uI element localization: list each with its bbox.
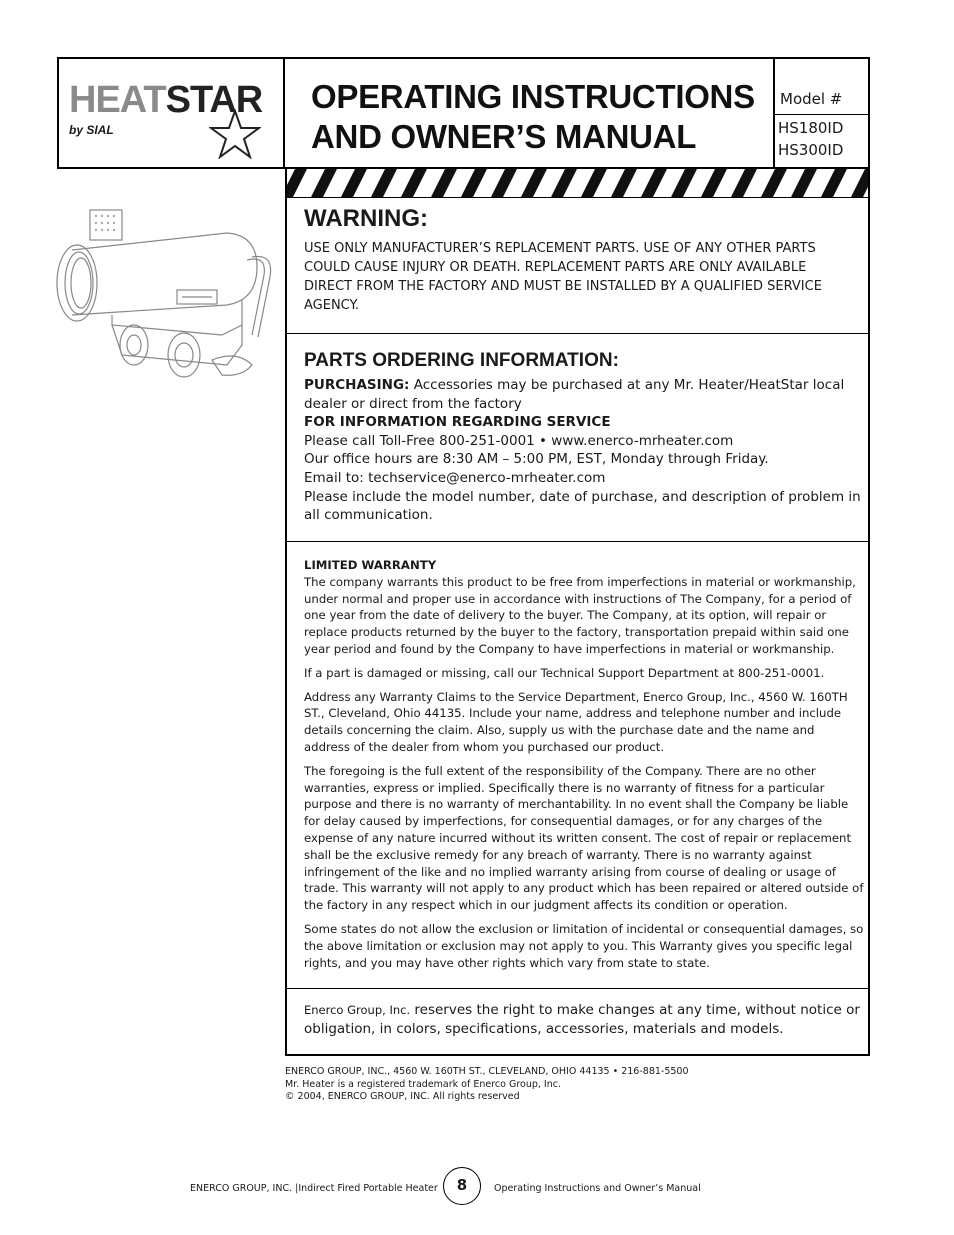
logo-word-star: STAR bbox=[165, 79, 263, 121]
footer-address: ENERCO GROUP, INC., 4560 W. 160TH ST., CLEVELAND, OHIO 44135 • 216-881-5500 bbox=[285, 1066, 689, 1077]
parts-ordering-body bbox=[304, 376, 864, 525]
limited-warranty-section bbox=[304, 557, 864, 978]
warranty-heading: LIMITED WARRANTY bbox=[304, 558, 437, 572]
model-label: Model # bbox=[780, 90, 843, 108]
purchasing-text: Accessories may be purchased at any Mr. Heater/HeatStar local dealer or direct from the factory bbox=[304, 377, 845, 412]
purchasing-label: PURCHASING: bbox=[304, 377, 410, 393]
section-divider bbox=[287, 541, 868, 542]
section-divider bbox=[287, 988, 868, 989]
footer-copyright: © 2004, ENERCO GROUP, INC. All rights reserved bbox=[285, 1091, 520, 1102]
parts-ordering-heading: PARTS ORDERING INFORMATION: bbox=[304, 350, 619, 371]
warranty-paragraph: The company warrants this product to be free from imperfections in material or workmanship, under normal and proper use in accordance with instructions of The Company, for a period of one year from the date of delivery to the buyer. The Company, at its option, will repair or replace products returned by the buyer to the factory, transportation prepaid within said one year period and found by the Company to have imperfections in material or workmanship. bbox=[304, 574, 856, 656]
warranty-paragraph: Some states do not allow the exclusion or limitation of incidental or consequential damages, so the above limitation or exclusion may not apply to you. This Warranty gives you specific legal rights, and you may have other rights which vary from state to state. bbox=[304, 921, 864, 970]
model-divider bbox=[775, 114, 868, 115]
model-number-box bbox=[773, 57, 870, 169]
section-divider bbox=[287, 333, 868, 334]
model-value: HS180ID bbox=[778, 119, 844, 137]
warranty-paragraph: The foregoing is the full extent of the responsibility of the Company. There are no other warranties, express or implied. Specifically there is no warranty of fitness for a particular purpose and there is no warranty of merchantability. In no event shall the Company be liable for delay caused by imperfections, for consequential damages, or for any charges of the expense of any nature incurred without its written consent. The cost of repair or replacement shall be the exclusive remedy for any breach of warranty. There is no warranty against infringement of the like and no implied warranty arising from course of dealing or usage of trade. This warranty will not apply to any product which has been repaired or altered outside of the factory in any respect which in our judgment affects its condition or operation. bbox=[304, 763, 864, 913]
reservation-notice bbox=[304, 1001, 864, 1039]
hazard-stripe-band bbox=[287, 169, 868, 198]
logo-byline: by SIAL bbox=[69, 123, 114, 137]
purchasing-paragraph bbox=[304, 376, 864, 413]
heater-illustration bbox=[52, 205, 282, 385]
include-info-line: Please include the model number, date of purchase, and description of problem in all communication. bbox=[304, 488, 861, 524]
service-heading: FOR INFORMATION REGARDING SERVICE bbox=[304, 414, 611, 431]
main-content-frame bbox=[285, 169, 870, 1056]
page-number: 8 bbox=[443, 1167, 481, 1205]
footer-left-text: ENERCO GROUP, INC. |Indirect Fired Portable Heater bbox=[190, 1183, 438, 1194]
star-icon bbox=[209, 109, 261, 159]
footer-trademark: Mr. Heater is a registered trademark of Enerco Group, Inc. bbox=[285, 1078, 562, 1090]
warning-heading: WARNING: bbox=[304, 205, 428, 232]
footer-address-block bbox=[285, 1066, 689, 1104]
document-title-line-2: AND OWNER’S MANUAL bbox=[311, 118, 697, 155]
footer-right-text: Operating Instructions and Owner’s Manual bbox=[494, 1183, 701, 1194]
company-name: Enerco Group, Inc. bbox=[304, 1003, 411, 1017]
phone-line: Please call Toll-Free 800-251-0001 • www.enerco-mrheater.com bbox=[304, 432, 734, 449]
warranty-paragraph: If a part is damaged or missing, call our Technical Support Department at 800-251-0001. bbox=[304, 665, 825, 680]
brand-logo-box bbox=[57, 57, 285, 169]
warning-text: USE ONLY MANUFACTURER’S REPLACEMENT PARTS. USE OF ANY OTHER PARTS COULD CAUSE INJURY OR DEATH. REPLACEMENT PARTS ARE ONLY AVAILABLE DIRECT FROM THE FACTORY AND MUST BE INSTALLED BY A QUALIFIED SERVICE AGENCY. bbox=[304, 241, 822, 313]
model-value: HS300ID bbox=[778, 141, 844, 159]
warranty-paragraph: Address any Warranty Claims to the Service Department, Enerco Group, Inc., 4560 W. 160TH ST., Cleveland, Ohio 44135. Include your name, address and telephone number and include details concerning the claim. Also, supply us with the purchase date and the name and address of the dealer from whom you purchased our product. bbox=[304, 689, 848, 754]
email-line: Email to: techservice@enerco-mrheater.com bbox=[304, 469, 606, 486]
reservation-text: reserves the right to make changes at any time, without notice or obligation, in colors, specifications, accessories, materials and models. bbox=[304, 1002, 860, 1037]
logo-word-heat: HEAT bbox=[69, 79, 166, 121]
document-title-line-1: OPERATING INSTRUCTIONS bbox=[311, 78, 755, 115]
office-hours-line: Our office hours are 8:30 AM – 5:00 PM, EST, Monday through Friday. bbox=[304, 451, 769, 468]
document-title-box bbox=[285, 57, 774, 169]
